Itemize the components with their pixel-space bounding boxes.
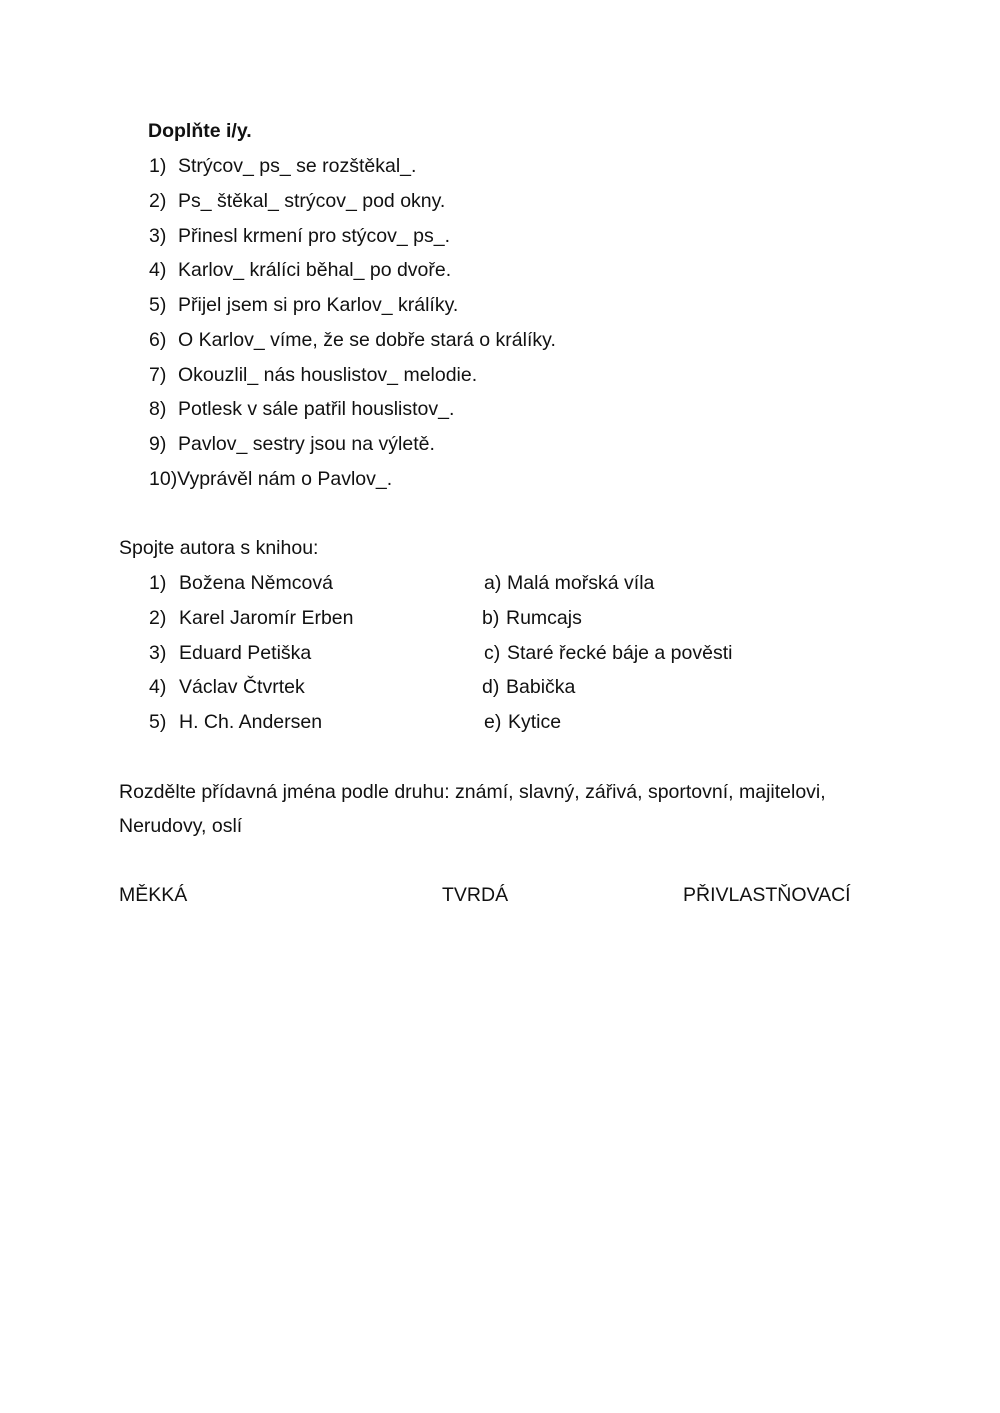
item-number: 5) bbox=[149, 294, 167, 316]
item-text: Karlov_ králíci běhal_ po dvoře. bbox=[178, 259, 452, 281]
item-number: 3) bbox=[149, 225, 167, 247]
item-number: 7) bbox=[149, 364, 167, 386]
book-title: Rumcajs bbox=[506, 607, 582, 629]
column-heading-possessive: PŘIVLASTŇOVACÍ bbox=[683, 884, 851, 906]
item-text: Potlesk v sále patřil houslistov_. bbox=[178, 398, 455, 420]
book-letter: c) bbox=[484, 642, 501, 664]
item-number: 1) bbox=[149, 155, 167, 177]
item-text: Ps_ štěkal_ strýcov_ pod okny. bbox=[178, 190, 446, 212]
author-number: 2) bbox=[149, 607, 167, 629]
item-number: 9) bbox=[149, 433, 167, 455]
book-title: Babička bbox=[506, 676, 576, 698]
item-text: Strýcov_ ps_ se rozštěkal_. bbox=[178, 155, 417, 177]
item-text: Přinesl krmení pro stýcov_ ps_. bbox=[178, 225, 451, 247]
item-text: O Karlov_ víme, že se dobře stará o králíky. bbox=[178, 329, 556, 351]
author-number: 3) bbox=[149, 642, 167, 664]
item-number: 8) bbox=[149, 398, 167, 420]
item-number: 4) bbox=[149, 259, 167, 281]
author-name: Božena Němcová bbox=[179, 572, 333, 594]
item-text: Pavlov_ sestry jsou na výletě. bbox=[178, 433, 435, 455]
book-letter: d) bbox=[482, 676, 500, 698]
author-number: 4) bbox=[149, 676, 167, 698]
author-name: Eduard Petiška bbox=[179, 642, 312, 664]
author-name: Václav Čtvrtek bbox=[179, 676, 305, 698]
exercise1-title: Doplňte i/y. bbox=[148, 120, 252, 142]
item-text: Přijel jsem si pro Karlov_ králíky. bbox=[178, 294, 459, 316]
author-name: Karel Jaromír Erben bbox=[179, 607, 354, 629]
item-text: Okouzlil_ nás houslistov_ melodie. bbox=[178, 364, 478, 386]
exercise3-instruction-continued: Nerudovy, oslí bbox=[119, 815, 243, 837]
column-heading-soft: MĚKKÁ bbox=[119, 884, 188, 906]
book-letter: b) bbox=[482, 607, 500, 629]
book-title: Malá mořská víla bbox=[507, 572, 655, 594]
book-title: Staré řecké báje a pověsti bbox=[507, 642, 733, 664]
exercise3-instruction: Rozdělte přídavná jména podle druhu: známí, slavný, zářivá, sportovní, majitelovi, bbox=[119, 781, 826, 803]
item-text: 10)Vyprávěl nám o Pavlov_. bbox=[149, 468, 393, 490]
exercise2-title: Spojte autora s knihou: bbox=[119, 537, 319, 559]
item-number: 2) bbox=[149, 190, 167, 212]
author-name: H. Ch. Andersen bbox=[179, 711, 323, 733]
book-letter: e) bbox=[484, 711, 502, 733]
author-number: 1) bbox=[149, 572, 167, 594]
book-title: Kytice bbox=[508, 711, 562, 733]
author-number: 5) bbox=[149, 711, 167, 733]
item-number: 6) bbox=[149, 329, 167, 351]
book-letter: a) bbox=[484, 572, 502, 594]
column-heading-hard: TVRDÁ bbox=[442, 884, 509, 906]
